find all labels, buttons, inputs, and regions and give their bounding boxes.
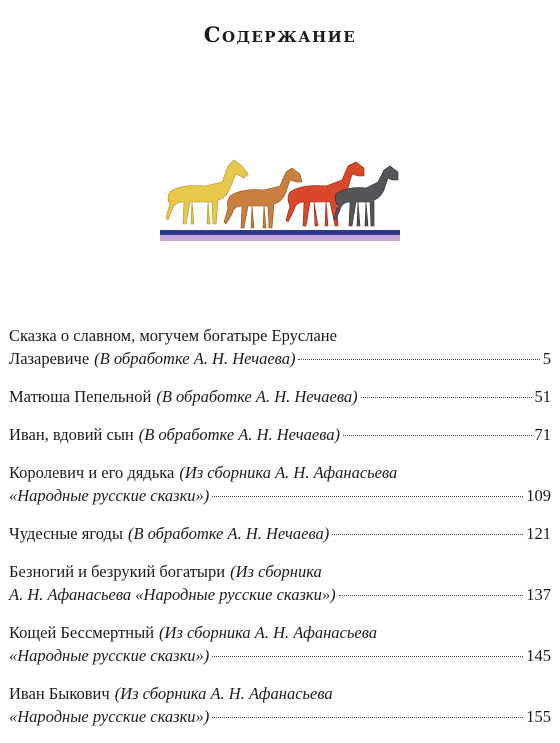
toc-page-number: 155 [526, 707, 551, 726]
toc-entry-line [9, 423, 551, 446]
toc-entry-source-note: (Из сборника А. Н. Афанасьева [179, 463, 398, 482]
toc-page-number: 5 [542, 349, 551, 368]
toc-entry-source-note: А. Н. Афанасьева «Народные русские сказки») [9, 585, 336, 604]
dot-leader [298, 359, 539, 360]
toc-entry[interactable] [9, 621, 551, 667]
toc-entry[interactable] [9, 560, 551, 606]
toc-entry-title: Королевич и его дядька [9, 463, 175, 482]
dot-leader [361, 397, 532, 398]
toc-entry[interactable] [9, 461, 551, 507]
dot-leader [212, 656, 523, 657]
dot-leader [343, 435, 531, 436]
toc-entry-title: Матюша Пепельной [9, 387, 152, 406]
toc-page-number: 137 [526, 585, 551, 604]
toc-entry[interactable] [9, 682, 551, 728]
toc-entry-line [9, 385, 551, 408]
toc-entry-line [9, 560, 551, 583]
toc-entry-line [9, 644, 551, 667]
toc-entry-line [9, 522, 551, 545]
toc-entry-line [9, 324, 551, 347]
toc-entry[interactable] [9, 324, 551, 370]
toc-entry-title: Сказка о славном, могучем богатыре Еруслане [9, 326, 337, 345]
toc-entry-title: Безногий и безрукий богатыри [9, 562, 226, 581]
toc-entry-title: Лазаревиче [9, 349, 90, 368]
toc-page-number: 121 [526, 524, 551, 543]
toc-entry-source-note: (В обработке А. Н. Нечаева) [127, 524, 330, 543]
toc-entry-source-note: (В обработке А. Н. Нечаева) [156, 387, 358, 406]
toc-entry-title: Иван Быкович [9, 684, 110, 703]
toc-entry-line [9, 461, 551, 484]
toc-entry-source-note: (Из сборника А. Н. Афанасьева [159, 623, 377, 642]
toc-entry-source-note: «Народные русские сказки») [9, 486, 210, 505]
page-title: Содержание [203, 22, 357, 47]
toc-entry-source-note: (В обработке А. Н. Нечаева) [138, 425, 341, 444]
toc-entry[interactable] [9, 385, 551, 408]
toc-entry-source-note: «Народные русские сказки») [9, 646, 210, 665]
toc-entry-title: Иван, вдовий сын [9, 425, 134, 444]
toc-page-number: 109 [526, 486, 551, 505]
table-of-contents [9, 324, 551, 743]
dot-leader [339, 595, 524, 596]
toc-entry-line [9, 705, 551, 728]
toc-entry-source-note: (Из сборника [230, 562, 322, 581]
toc-entry-line [9, 621, 551, 644]
toc-page-number: 145 [526, 646, 551, 665]
toc-entry-title: Кощей Бессмертный [9, 623, 155, 642]
toc-entry-line [9, 682, 551, 705]
toc-entry-title: Чудесные ягоды [9, 524, 123, 543]
horses-illustration [160, 152, 402, 244]
toc-page-number: 51 [534, 387, 551, 406]
toc-entry-source-note: (В обработке А. Н. Нечаева) [94, 349, 296, 368]
toc-entry-line [9, 347, 551, 370]
dot-leader [332, 534, 523, 535]
toc-entry-source-note: «Народные русские сказки») [9, 707, 210, 726]
toc-entry-source-note: (Из сборника А. Н. Афанасьева [114, 684, 333, 703]
toc-entry[interactable] [9, 522, 551, 545]
toc-entry-line [9, 583, 551, 606]
toc-page-number: 71 [534, 425, 551, 444]
toc-entry[interactable] [9, 423, 551, 446]
dot-leader [212, 717, 523, 718]
toc-entry-line [9, 484, 551, 507]
dot-leader [212, 496, 523, 497]
